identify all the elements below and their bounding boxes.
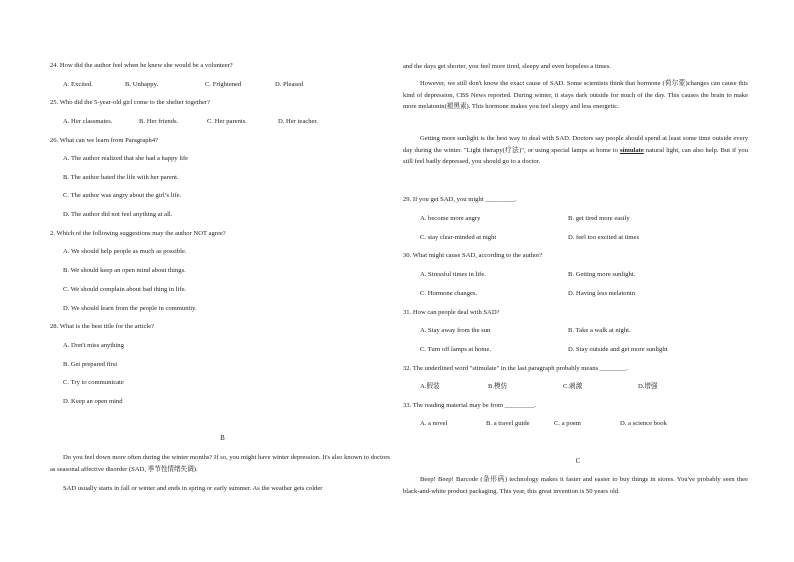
passage-b-paragraph-2: SAD usually starts in fall or winter and ends in spring or early summer. As the weather gets colder xyxy=(63,485,323,492)
q26-option-c: C. The author was angry about the girl’s life. xyxy=(63,192,182,199)
q30-option-c: C. Hormone changes. xyxy=(420,290,478,297)
q31-option-b: B. Take a walk at night. xyxy=(568,327,631,334)
paragraph-4-text-before: Getting more sunlight is the best way to deal with SAD. Doctors say people should spend at least some time outside every day during the winter. "Light therapy(疗法)", or using special lamps at home to xyxy=(403,135,748,154)
section-c-heading: C xyxy=(575,457,581,465)
q26-stem: 26. What can we learn from Paragraph4? xyxy=(50,137,159,144)
q33-option-c: C. a poem xyxy=(554,420,581,427)
q26-option-b: B. The author hated the life with her parent. xyxy=(63,174,179,181)
passage-b-paragraph-4 xyxy=(403,133,748,168)
passage-b-paragraph-1: Do you feel down more often during the winter months? If so, you might have winter depression. It's also known to doctors as seasonal affective disorder (SAD, 季节性情绪失调). xyxy=(50,454,390,473)
q27-option-c: C. We should complain about bad thing in life. xyxy=(63,286,187,293)
q33-option-a: A. a novel xyxy=(420,420,448,427)
q30-option-a: A. Stressful times in life. xyxy=(420,271,486,278)
q28-option-a: A. Don't miss anything xyxy=(63,342,124,349)
q32-option-c: C.刺激 xyxy=(563,383,583,390)
q32-option-a: A.假装 xyxy=(420,383,440,390)
passage-c-paragraph-1: Beep! Beep! Barcode (条形码) technology makes it faster and easier to buy things in stores. You've probably seen thee black-and-white product packaging. This year, this great invention is 50 years old. xyxy=(403,476,748,495)
q27-option-a: A. We should help people as much as possible. xyxy=(63,248,187,255)
q32-stem: 32. The underlined word "stimulate" in the last paragraph probably means ________. xyxy=(403,365,628,372)
q25-option-a: A. Her classmates. xyxy=(63,118,113,125)
underlined-word-simulate: simulate xyxy=(619,146,644,154)
passage-b-paragraph-3: However, we still don't know the exact cause of SAD. Some scientists think that hormone (荷尔蒙)changes can cause this kind of depression, CBS News reported. During winter, it stays dark outside for much of the day. This causes the brain to make more melatonin(褪黑素). This hormone makes you feel sleepy and less energetic. xyxy=(403,80,748,110)
q27-option-b: B. We should keep an open mind about things. xyxy=(63,267,186,274)
q32-option-b: B.模仿 xyxy=(488,383,508,390)
q29-option-d: D. feel too excited at times xyxy=(568,234,640,241)
q29-option-a: A. become more angry xyxy=(420,215,481,222)
q30-option-b: B. Getting more sunlight. xyxy=(568,271,636,278)
section-b-heading: B xyxy=(220,434,225,442)
q25-option-d: D. Her teacher. xyxy=(278,118,318,125)
q31-stem: 31. How can people deal with SAD? xyxy=(403,309,500,316)
q28-stem: 28. What is the best title for the article? xyxy=(50,323,155,330)
q29-option-c: C. stay clear-minded at night xyxy=(420,234,497,241)
q33-stem: 33. The reading material may be from _________. xyxy=(403,402,536,409)
q30-option-d: D. Having less melatonin xyxy=(568,290,636,297)
q26-option-a: A. The author realized that she had a happy life xyxy=(63,155,189,162)
q26-option-d: D. The author did not feel anything at all. xyxy=(63,211,173,218)
q33-option-b: B. a travel guide xyxy=(486,420,530,427)
q31-option-a: A. Stay away from the sun xyxy=(420,327,491,334)
q30-stem: 30. What might cause SAD, according to the author? xyxy=(403,252,543,259)
q29-stem: 29. If you get SAD, you might _________. xyxy=(403,196,517,203)
q24-option-c: C. Frightened xyxy=(205,81,242,88)
q24-option-a: A. Excited. xyxy=(63,81,93,88)
q24-option-d: D. Pleased xyxy=(275,81,304,88)
q31-option-d: D. Stay outside and get more sunlight xyxy=(568,346,668,353)
q29-option-b: B. get tired more easily xyxy=(568,215,630,222)
q27-option-d: D. We should learn from the people in community. xyxy=(63,305,197,312)
q24-option-b: B. Unhappy. xyxy=(125,81,159,88)
q28-option-c: C. Try to communicate xyxy=(63,379,124,386)
q25-stem: 25. Who did the 5-year-old girl come to the shelter together? xyxy=(50,99,210,106)
q25-option-b: B. Her friends. xyxy=(139,118,179,125)
q33-option-d: D. a science book xyxy=(620,420,667,427)
q27-stem: 2. Which of the following suggestions may the author NOT agree? xyxy=(50,230,226,237)
paragraph-4-text-after: natural light, can also help. But if you still feel badly depressed, you should go to a doctor. xyxy=(403,146,748,165)
passage-b-continuation: and the days get shorter, you feel more tired, sleepy and even hopeless a times. xyxy=(403,63,611,70)
q32-option-d: D.增强 xyxy=(638,383,658,390)
q28-option-b: B. Get prepared first xyxy=(63,361,118,368)
q28-option-d: D. Keep an open mind xyxy=(63,398,123,405)
q31-option-c: C. Turn off lamps at home. xyxy=(420,346,492,353)
q25-option-c: C. Her parents. xyxy=(207,118,247,125)
q24-stem: 24. How did the author feel when he knew she would be a volunteer? xyxy=(50,62,233,69)
